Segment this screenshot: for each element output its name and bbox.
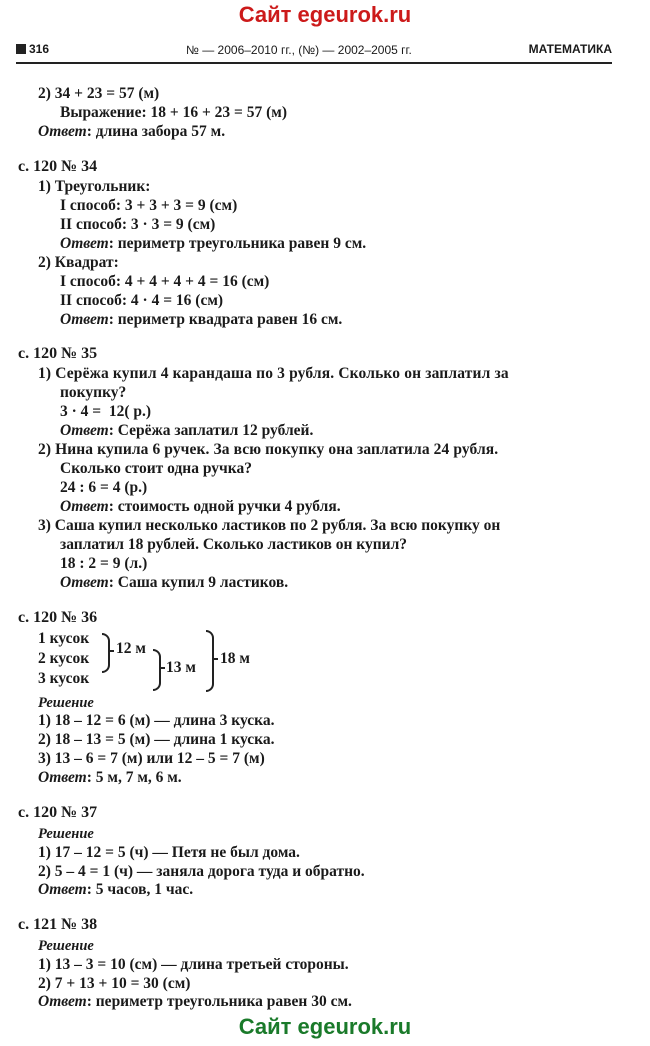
diagram-label: 13 м <box>166 659 196 676</box>
answer-line: Ответ: 5 м, 7 м, 6 м. <box>38 769 182 786</box>
solution-label: Решение <box>38 695 94 711</box>
line: заплатил 18 рублей. Сколько ластиков он купил? <box>60 536 408 553</box>
diagram-label: 12 м <box>116 640 146 657</box>
site-watermark-bottom: Сайт egeurok.ru <box>238 1014 412 1039</box>
answer-line: Ответ: длина забора 57 м. <box>38 123 226 140</box>
line: Сколько стоит одна ручка? <box>60 460 252 477</box>
brace-tip <box>212 658 218 660</box>
line: 2) 5 – 4 = 1 (ч) — заняла дорога туда и обратно. <box>38 863 365 880</box>
brace-18m <box>206 630 214 692</box>
line: 1) Серёжа купил 4 карандаша по 3 рубля. Сколько он заплатил за <box>38 365 509 382</box>
answer-line: Ответ: Саша купил 9 ластиков. <box>60 574 289 591</box>
brace-13m <box>153 649 161 691</box>
section-heading: с. 120 № 35 <box>18 345 98 362</box>
line: 2) 18 – 13 = 5 (м) — длина 1 куска. <box>38 731 275 748</box>
brace-tip <box>108 650 114 652</box>
line: II способ: 4 · 4 = 16 (см) <box>60 292 224 309</box>
line: I способ: 3 + 3 + 3 = 9 (см) <box>60 197 238 214</box>
edition-note: № — 2006–2010 гг., (№) — 2002–2005 гг. <box>186 43 412 57</box>
solution-label: Решение <box>38 938 94 954</box>
line: 2) 34 + 23 = 57 (м) <box>38 85 160 102</box>
brace-12m <box>102 633 110 673</box>
answer-line: Ответ: Серёжа заплатил 12 рублей. <box>60 422 314 439</box>
subject-title: МАТЕМАТИКА <box>528 42 612 56</box>
line: 24 : 6 = 4 (р.) <box>60 479 148 496</box>
answer-line: Ответ: периметр треугольника равен 9 см. <box>60 235 367 252</box>
brace-tip <box>159 667 165 669</box>
running-header <box>16 40 612 64</box>
answer-line: Ответ: периметр квадрата равен 16 см. <box>60 311 343 328</box>
line: 2) Квадрат: <box>38 254 119 271</box>
site-watermark-top: Сайт egeurok.ru <box>238 2 412 27</box>
line: 2) 7 + 13 + 10 = 30 (см) <box>38 975 191 992</box>
line: 1) Треугольник: <box>38 178 151 195</box>
answer-line: Ответ: стоимость одной ручки 4 рубля. <box>60 498 341 515</box>
diagram-label: 1 кусок <box>38 630 90 647</box>
line: 1) 13 – 3 = 10 (см) — длина третьей стороны. <box>38 956 349 973</box>
page-number-text: 316 <box>29 42 50 56</box>
line: 3) Саша купил несколько ластиков по 2 рубля. За всю покупку он <box>38 517 501 534</box>
line: 1) 17 – 12 = 5 (ч) — Петя не был дома. <box>38 844 300 861</box>
diagram-label: 18 м <box>220 650 250 667</box>
diagram-label: 3 кусок <box>38 670 90 687</box>
section-heading: с. 120 № 34 <box>18 158 98 175</box>
line: II способ: 3 · 3 = 9 (см) <box>60 216 216 233</box>
solution-label: Решение <box>38 826 94 842</box>
line: 3) 13 – 6 = 7 (м) или 12 – 5 = 7 (м) <box>38 750 265 767</box>
diagram-label: 2 кусок <box>38 650 90 667</box>
line: 3 · 4 = 12( р.) <box>60 403 152 420</box>
section-heading: с. 120 № 36 <box>18 609 98 626</box>
line: 18 : 2 = 9 (л.) <box>60 555 148 572</box>
line: I способ: 4 + 4 + 4 + 4 = 16 (см) <box>60 273 270 290</box>
section-heading: с. 121 № 38 <box>18 916 98 933</box>
square-marker-icon <box>16 44 26 54</box>
page-number <box>16 42 49 56</box>
answer-line: Ответ: периметр треугольника равен 30 см. <box>38 993 352 1010</box>
line: 2) Нина купила 6 ручек. За всю покупку она заплатила 24 рубля. <box>38 441 499 458</box>
line: покупку? <box>60 384 127 401</box>
section-heading: с. 120 № 37 <box>18 804 98 821</box>
line: Выражение: 18 + 16 + 23 = 57 (м) <box>60 104 288 121</box>
line: 1) 18 – 12 = 6 (м) — длина 3 куска. <box>38 712 275 729</box>
answer-line: Ответ: 5 часов, 1 час. <box>38 881 194 898</box>
